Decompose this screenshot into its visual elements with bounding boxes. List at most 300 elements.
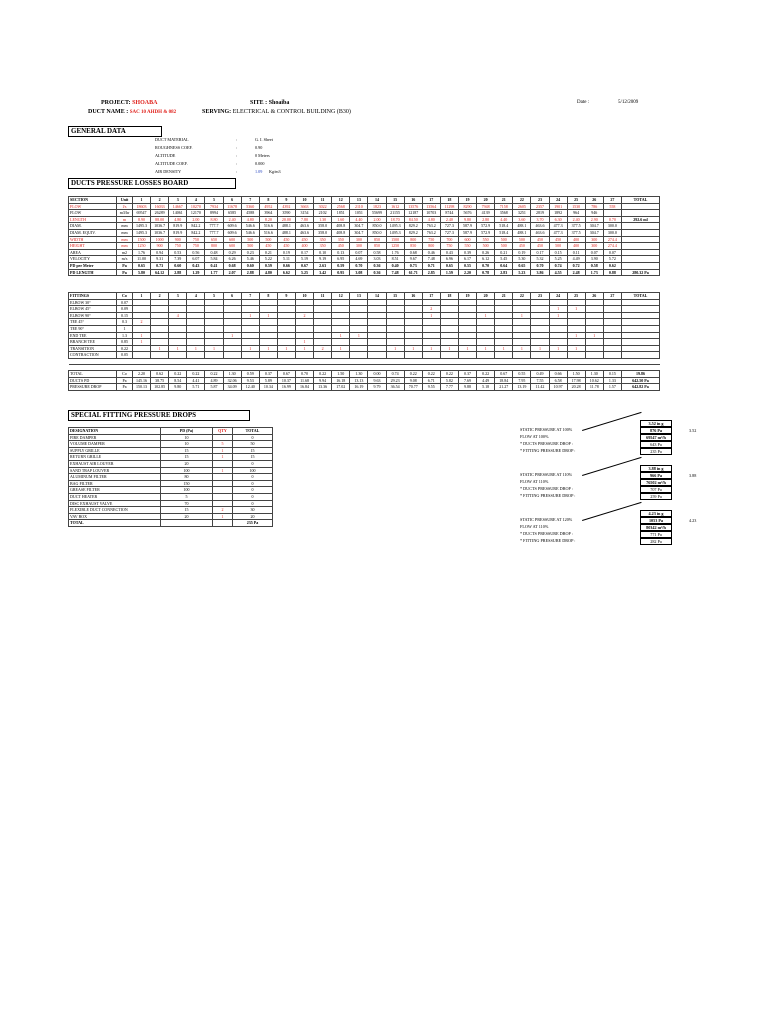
table-cell: 5.22	[259, 256, 277, 263]
pd-cell: 100	[161, 487, 213, 494]
table-cell: 1	[133, 339, 151, 346]
table-cell: 26289	[151, 210, 169, 217]
fittings-table	[68, 292, 660, 391]
row-unit: m/s	[117, 256, 133, 263]
table-cell: 10.97	[549, 384, 567, 391]
table-cell: 750	[187, 243, 205, 250]
table-cell	[404, 306, 422, 313]
table-cell: 2.88	[241, 269, 259, 276]
table-cell: 4.41	[187, 377, 205, 384]
table-cell: 1	[458, 345, 476, 352]
table-cell: 842.2	[187, 223, 205, 230]
summary-value: 643 Pa	[640, 441, 672, 448]
header-cell: DESIGNATION	[69, 428, 161, 435]
table-cell	[477, 306, 495, 313]
table-cell: 0.70	[350, 262, 368, 269]
table-cell: 6585	[223, 210, 241, 217]
general-row-label: ROUGHNESS COEF.	[155, 145, 193, 150]
table-cell	[332, 312, 350, 319]
table-cell: 829.2	[404, 229, 422, 236]
table-cell: 0.22	[477, 370, 495, 377]
table-cell: 1.76	[386, 249, 404, 256]
table-cell	[513, 332, 531, 339]
table-cell	[277, 325, 295, 332]
table-cell: 800	[404, 236, 422, 243]
table-cell: 0.68	[223, 262, 241, 269]
table-cell: 8.54	[169, 377, 187, 384]
table-cell: 2.00	[368, 216, 386, 223]
table-cell: 4.80	[422, 216, 440, 223]
table-cell	[223, 319, 241, 326]
table-cell: 0.00	[368, 370, 386, 377]
table-cell: 11	[314, 293, 332, 300]
table-row	[69, 236, 660, 243]
table-cell	[151, 339, 169, 346]
table-cell: 4139	[477, 210, 495, 217]
table-cell	[314, 352, 332, 359]
table-cell: 16	[404, 197, 422, 204]
diagonal-line	[582, 502, 642, 521]
table-cell: 5.87	[205, 384, 223, 391]
table-cell	[422, 299, 440, 306]
table-cell	[458, 339, 476, 346]
table-row	[69, 447, 273, 454]
table-cell: 304.7	[585, 229, 603, 236]
table-cell	[151, 312, 169, 319]
row-label: FLOW	[69, 203, 117, 210]
designation-cell: SUPPLY GRILLE	[69, 447, 161, 454]
table-cell: 1	[404, 345, 422, 352]
table-cell	[151, 352, 169, 359]
row-unit: m3/hr	[117, 210, 133, 217]
table-cell	[169, 325, 187, 332]
summary-label: STATIC PRESSURE AT 100%	[520, 427, 573, 432]
table-row	[69, 197, 660, 204]
table-cell: 1892	[549, 210, 567, 217]
table-cell	[295, 332, 313, 339]
pd-cell: 5	[161, 493, 213, 500]
table-cell	[368, 339, 386, 346]
blank-cell	[161, 520, 213, 527]
total-cell	[622, 306, 660, 313]
table-cell: 1	[477, 312, 495, 319]
total-cell	[622, 249, 660, 256]
total-cell: 0	[233, 493, 273, 500]
table-row	[69, 332, 660, 339]
table-cell	[404, 299, 422, 306]
table-cell: 377.5	[567, 223, 585, 230]
total-cell: 0	[233, 460, 273, 467]
table-cell: 1.73	[585, 269, 603, 276]
table-cell: 463.6	[531, 223, 549, 230]
total-cell	[622, 339, 660, 346]
table-cell: 516.6	[259, 223, 277, 230]
table-cell	[368, 299, 386, 306]
table-cell: 38.75	[151, 377, 169, 384]
table-cell	[585, 306, 603, 313]
fitting-coef: 0.3	[117, 319, 133, 326]
fitting-label: ELBOW 45°	[69, 306, 117, 313]
summary-top-value: 3.52 in g	[640, 420, 672, 427]
table-cell	[314, 332, 332, 339]
table-cell	[549, 332, 567, 339]
summary-label: * DUCTS PRESSURE DROP :	[520, 486, 573, 491]
table-cell: 0.67	[495, 370, 513, 377]
table-cell: 0.22	[440, 370, 458, 377]
table-cell: 4.80	[241, 216, 259, 223]
table-row	[69, 467, 273, 474]
table-cell: 27	[603, 197, 621, 204]
total-cell	[622, 325, 660, 332]
table-cell: 8994	[205, 210, 223, 217]
table-cell	[531, 352, 549, 359]
table-cell: 0.19	[277, 249, 295, 256]
table-row	[69, 480, 273, 487]
fitting-label: TRANSITION	[69, 345, 117, 352]
row-label: PD per Meter	[69, 262, 117, 269]
summary-value: 76502 m³/h	[640, 479, 672, 486]
table-cell: 1	[422, 312, 440, 319]
table-cell: 2605	[513, 203, 531, 210]
table-cell: 11678	[223, 203, 241, 210]
table-cell: 102.85	[151, 384, 169, 391]
table-cell: 1	[549, 345, 567, 352]
summary-side-value: 4.23	[689, 518, 697, 523]
table-cell	[422, 319, 440, 326]
row-label: WIDTH	[69, 236, 117, 243]
qty-cell	[213, 434, 233, 441]
table-cell	[567, 312, 585, 319]
table-cell: 2.40	[223, 216, 241, 223]
table-cell: 0.46	[422, 249, 440, 256]
table-row	[69, 474, 273, 481]
table-cell	[386, 339, 404, 346]
total-cell	[622, 210, 660, 217]
table-cell: 850	[404, 243, 422, 250]
table-cell: 1	[495, 345, 513, 352]
row-unit: m2	[117, 249, 133, 256]
table-cell: 5.30	[513, 256, 531, 263]
table-cell: 0.78	[477, 269, 495, 276]
table-cell	[440, 352, 458, 359]
table-cell: 6.17	[458, 256, 476, 263]
table-cell: 350	[332, 236, 350, 243]
table-cell: 964	[567, 210, 585, 217]
table-cell: 850	[368, 243, 386, 250]
table-cell	[386, 299, 404, 306]
table-cell: 2568	[332, 203, 350, 210]
designation-cell: VOLUME DAMPER	[69, 441, 161, 448]
table-cell: 750	[440, 243, 458, 250]
row-unit: mm	[117, 229, 133, 236]
table-cell	[259, 352, 277, 359]
table-cell	[223, 299, 241, 306]
table-cell	[368, 332, 386, 339]
table-cell: 20.28	[567, 384, 585, 391]
table-cell	[477, 352, 495, 359]
table-cell: 7934	[205, 203, 223, 210]
table-cell: 14061	[169, 210, 187, 217]
sum-row	[69, 377, 660, 384]
table-cell: 2.90	[585, 216, 603, 223]
table-cell: 3568	[495, 210, 513, 217]
table-cell: 5676	[458, 210, 476, 217]
table-cell	[477, 325, 495, 332]
table-cell: 0.22	[205, 370, 223, 377]
table-cell: 2	[151, 197, 169, 204]
header-cell: QTY	[213, 428, 233, 435]
table-cell: 5.80	[133, 269, 151, 276]
table-cell	[477, 339, 495, 346]
sum-label: TOTAL	[69, 370, 117, 377]
table-cell	[259, 319, 277, 326]
total-cell: 30	[233, 507, 273, 514]
table-cell: 9.94	[314, 377, 332, 384]
table-cell: 10	[295, 197, 313, 204]
table-cell: 18	[440, 293, 458, 300]
table-cell: 7.77	[440, 384, 458, 391]
table-cell: 1.57	[603, 384, 621, 391]
table-cell: 0.36	[368, 269, 386, 276]
table-cell: 1051	[350, 210, 368, 217]
general-row-value: G. I. Sheet	[255, 137, 273, 142]
table-cell: 7.55	[531, 377, 549, 384]
total-cell: 0	[233, 500, 273, 507]
pd-cell: 100	[161, 467, 213, 474]
table-cell: 0.62	[151, 370, 169, 377]
table-cell	[404, 332, 422, 339]
table-cell: 0.43	[187, 262, 205, 269]
table-cell	[440, 332, 458, 339]
table-cell	[585, 325, 603, 332]
table-cell	[259, 339, 277, 346]
table-cell	[241, 319, 259, 326]
table-cell: 2	[133, 319, 151, 326]
table-cell: 0.65	[133, 262, 151, 269]
table-cell	[585, 352, 603, 359]
qty-cell: 1	[213, 447, 233, 454]
table-cell	[495, 339, 513, 346]
table-cell: 1	[187, 345, 205, 352]
fitting-coef: Co	[117, 293, 133, 300]
table-cell: 777.7	[205, 223, 223, 230]
table-cell: 5360	[241, 203, 259, 210]
table-cell: 9.80	[458, 216, 476, 223]
table-cell	[241, 325, 259, 332]
fitting-label: BRANCH TEE	[69, 339, 117, 346]
qty-cell: 1	[213, 454, 233, 461]
table-cell: 1.60	[332, 216, 350, 223]
table-cell: 13564	[422, 203, 440, 210]
table-cell: 727.3	[440, 229, 458, 236]
fitting-label: ELBOW 90°	[69, 312, 117, 319]
table-cell	[133, 352, 151, 359]
row-unit: l/s	[117, 203, 133, 210]
row-label: DIAM.	[69, 223, 117, 230]
table-cell: 4.89	[205, 377, 223, 384]
total-pd: 280.32 Pa	[622, 269, 660, 276]
table-cell: 2102	[314, 210, 332, 217]
summary-label: * FITTING PRESSURE DROP :	[520, 493, 576, 498]
qty-cell: 5	[213, 441, 233, 448]
fitting-coef: 0.09	[117, 306, 133, 313]
table-cell: 61.71	[404, 269, 422, 276]
table-row	[69, 262, 660, 269]
table-cell	[223, 352, 241, 359]
table-cell: 0.66	[549, 370, 567, 377]
table-row	[69, 441, 273, 448]
table-cell	[458, 306, 476, 313]
table-cell: 11.42	[531, 384, 549, 391]
table-cell	[223, 312, 241, 319]
total-cell	[622, 299, 660, 306]
pd-cell: 15	[161, 507, 213, 514]
table-cell	[368, 352, 386, 359]
table-cell	[603, 210, 621, 217]
table-cell	[151, 325, 169, 332]
total-value: 235 Pa	[233, 520, 273, 527]
table-cell	[241, 306, 259, 313]
table-cell	[495, 299, 513, 306]
table-cell: 26	[585, 293, 603, 300]
table-cell: 0.68	[404, 249, 422, 256]
table-cell	[440, 299, 458, 306]
table-cell: 1	[531, 345, 549, 352]
table-cell: 14	[368, 293, 386, 300]
table-cell: 1495.3	[386, 223, 404, 230]
table-cell: 8.20	[259, 216, 277, 223]
table-cell: 2.00	[187, 216, 205, 223]
table-row	[69, 487, 273, 494]
table-row	[69, 229, 660, 236]
summary-label: STATIC PRESSURE AT 120%	[520, 517, 573, 522]
fitting-coef: 0.05	[117, 352, 133, 359]
table-cell: 3.86	[531, 269, 549, 276]
table-cell: 5.72	[603, 256, 621, 263]
table-cell	[386, 319, 404, 326]
total-cell: 20	[233, 513, 273, 520]
table-cell: 20	[477, 197, 495, 204]
table-cell: 1901	[549, 203, 567, 210]
table-row	[69, 269, 660, 276]
designation-cell: DUCT HEATER	[69, 493, 161, 500]
table-cell: 3.08	[350, 269, 368, 276]
table-cell: 0.73	[151, 262, 169, 269]
qty-cell: 1	[213, 467, 233, 474]
table-cell: 5.46	[241, 256, 259, 263]
row-label: DIAM. EQUIV.	[69, 229, 117, 236]
table-cell	[440, 312, 458, 319]
table-cell: 300	[585, 243, 603, 250]
table-cell: 0.07	[603, 249, 621, 256]
table-cell: 3.60	[513, 216, 531, 223]
table-row	[69, 319, 660, 326]
table-cell: 1.59	[440, 269, 458, 276]
table-row	[69, 507, 273, 514]
table-cell	[368, 325, 386, 332]
table-cell: 7.48	[422, 256, 440, 263]
table-cell: 1.33	[603, 377, 621, 384]
fitting-coef: 0.22	[117, 345, 133, 352]
table-cell: 11.68	[295, 377, 313, 384]
table-cell	[458, 299, 476, 306]
table-cell: 1495.3	[133, 223, 151, 230]
pd-cell: 20	[161, 513, 213, 520]
blank-cell	[213, 520, 233, 527]
table-cell: 0.22	[404, 370, 422, 377]
table-cell: 0.21	[495, 249, 513, 256]
row-label: VELOCITY	[69, 256, 117, 263]
table-cell: 7.69	[458, 377, 476, 384]
sum-total: 19.86	[622, 370, 660, 377]
row-unit: Pa	[117, 262, 133, 269]
table-cell	[187, 352, 205, 359]
general-row-colon: :	[236, 137, 238, 142]
table-cell: 1036.7	[151, 229, 169, 236]
table-cell: 1250	[386, 243, 404, 250]
table-cell	[603, 345, 621, 352]
table-cell: 3022	[314, 203, 332, 210]
table-cell	[440, 339, 458, 346]
table-cell	[567, 319, 585, 326]
table-cell	[495, 306, 513, 313]
table-cell	[495, 325, 513, 332]
table-cell	[332, 299, 350, 306]
table-cell	[458, 325, 476, 332]
table-cell	[169, 332, 187, 339]
table-cell	[187, 312, 205, 319]
general-data-title: GENERAL DATA	[68, 126, 162, 137]
table-cell: 12170	[187, 210, 205, 217]
table-cell	[133, 345, 151, 352]
table-cell: 518.4	[495, 229, 513, 236]
table-cell: 7.39	[169, 256, 187, 263]
table-cell: 1495.3	[386, 229, 404, 236]
table-cell: 3663	[295, 203, 313, 210]
table-cell	[440, 319, 458, 326]
table-cell: 1	[422, 345, 440, 352]
table-cell: 550	[477, 236, 495, 243]
table-cell: 19	[458, 293, 476, 300]
table-cell: 70.77	[404, 384, 422, 391]
table-cell	[531, 306, 549, 313]
table-cell: 0.17	[295, 249, 313, 256]
summary-value: 235 Pa	[640, 448, 672, 455]
pd-cell: 70	[161, 500, 213, 507]
table-cell	[277, 339, 295, 346]
table-cell: 1	[133, 332, 151, 339]
table-cell	[422, 339, 440, 346]
table-row	[69, 216, 660, 223]
table-cell: 819.9	[169, 223, 187, 230]
table-cell	[314, 306, 332, 313]
table-cell	[259, 325, 277, 332]
table-cell: 650	[205, 236, 223, 243]
table-cell: 13.13	[350, 377, 368, 384]
table-cell: 4.40	[495, 216, 513, 223]
table-cell: 10.34	[259, 384, 277, 391]
table-cell: 600	[223, 243, 241, 250]
table-cell: 16033	[151, 203, 169, 210]
table-cell: 26	[585, 197, 603, 204]
table-cell	[458, 312, 476, 319]
table-cell: 0.64	[495, 262, 513, 269]
general-row-label: ALTITUDE	[155, 153, 176, 158]
table-cell: 1	[223, 332, 241, 339]
table-cell: 4.49	[567, 256, 585, 263]
table-cell: 6.26	[223, 256, 241, 263]
summary-label: FLOW AT 110%	[520, 479, 549, 484]
